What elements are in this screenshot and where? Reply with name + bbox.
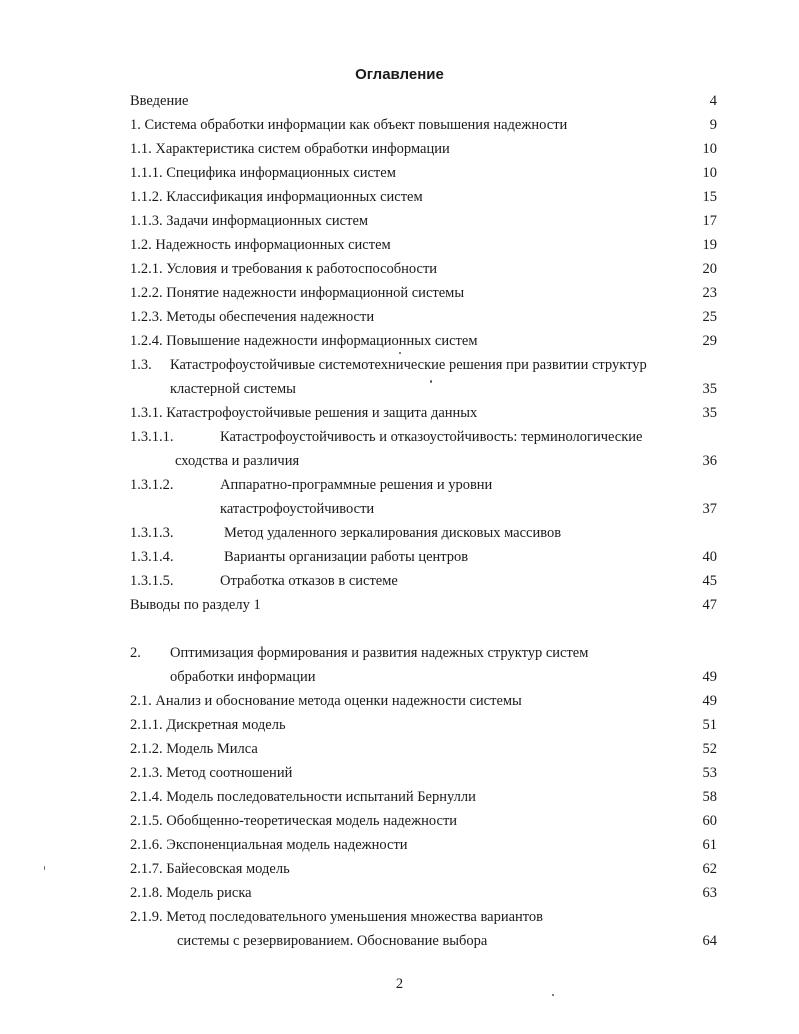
page-number: 2	[395, 976, 404, 992]
toc-entry[interactable]: 1.1.3. Задачи информационных систем	[130, 213, 369, 229]
toc-page: 10	[702, 141, 717, 157]
toc-page: 17	[702, 213, 717, 229]
toc-entry-continuation[interactable]: катастрофоустойчивости	[220, 501, 375, 517]
toc-page: 47	[702, 597, 717, 613]
scan-speck	[44, 866, 45, 870]
toc-entry[interactable]: 2.1.7. Байесовская модель	[130, 861, 290, 877]
toc-entry-number: 1.3.	[130, 357, 152, 373]
toc-entry[interactable]: 1.1. Характеристика систем обработки информации	[130, 141, 450, 157]
toc-entry-continuation[interactable]: сходства и различия	[175, 453, 300, 469]
toc-entry[interactable]: Метод удаленного зеркалирования дисковых массивов	[224, 525, 562, 541]
toc-entry[interactable]: 1.2. Надежность информационных систем	[130, 237, 391, 253]
toc-title: Оглавление	[355, 66, 444, 83]
toc-page: 4	[709, 93, 717, 109]
toc-page: 49	[702, 669, 717, 685]
toc-page: 53	[702, 765, 717, 781]
scan-speck	[399, 352, 401, 354]
toc-page: 10	[702, 165, 717, 181]
toc-page: 25	[702, 309, 717, 325]
toc-entry[interactable]: 2.1.4. Модель последовательности испытаний Бернулли	[130, 789, 476, 805]
toc-page: 60	[702, 813, 717, 829]
toc-entry[interactable]: 2.1.3. Метод соотношений	[130, 765, 293, 781]
toc-page: 9	[709, 117, 717, 133]
toc-entry-number: 1.3.1.5.	[130, 573, 174, 589]
toc-page: 64	[702, 933, 717, 949]
toc-entry[interactable]: Введение	[130, 93, 189, 109]
toc-entry[interactable]: 1.2.2. Понятие надежности информационной системы	[130, 285, 465, 301]
toc-entry[interactable]: 2.1.6. Экспоненциальная модель надежности	[130, 837, 408, 853]
toc-entry-number: 1.3.1.2.	[130, 477, 174, 493]
toc-entry[interactable]: 1.2.1. Условия и требования к работоспособности	[130, 261, 438, 277]
scan-speck	[430, 380, 432, 383]
toc-entry[interactable]: Катастрофоустойчивые системотехнические решения при развитии структур	[170, 357, 647, 373]
toc-entry-continuation[interactable]: кластерной системы	[170, 381, 296, 397]
toc-entry[interactable]: 2.1.8. Модель риска	[130, 885, 252, 901]
toc-page: 19	[702, 237, 717, 253]
toc-entry[interactable]: 2.1.5. Обобщенно-теоретическая модель надежности	[130, 813, 458, 829]
toc-entry-continuation[interactable]: системы с резервированием. Обоснование выбора	[177, 933, 488, 949]
toc-entry[interactable]: 1.2.4. Повышение надежности информационных систем	[130, 333, 478, 349]
toc-page: 45	[702, 573, 717, 589]
toc-page: 52	[702, 741, 717, 757]
toc-page: 61	[702, 837, 717, 853]
toc-entry[interactable]: 1.1.1. Специфика информационных систем	[130, 165, 396, 181]
toc-page: 15	[702, 189, 717, 205]
toc-entry-number: 2.	[130, 645, 141, 661]
toc-page: 36	[702, 453, 717, 469]
toc-entry[interactable]: 2.1.1. Дискретная модель	[130, 717, 286, 733]
toc-page: 49	[702, 693, 717, 709]
toc-page: 35	[702, 405, 717, 421]
toc-page: 58	[702, 789, 717, 805]
toc-page: 29	[702, 333, 717, 349]
toc-entry[interactable]: 1.1.2. Классификация информационных систем	[130, 189, 423, 205]
toc-entry[interactable]: Катастрофоустойчивость и отказоустойчивость: терминологические	[220, 429, 643, 445]
toc-page: 20	[702, 261, 717, 277]
toc-entry-number: 1.3.1.3.	[130, 525, 174, 541]
toc-page: 51	[702, 717, 717, 733]
toc-page: 62	[702, 861, 717, 877]
toc-page: 35	[702, 381, 717, 397]
scan-speck	[552, 994, 554, 996]
toc-entry[interactable]: 1.3.1. Катастрофоустойчивые решения и защита данных	[130, 405, 478, 421]
toc-entry[interactable]: 2.1.2. Модель Милса	[130, 741, 258, 757]
toc-entry-number: 1.3.1.1.	[130, 429, 174, 445]
toc-page: 40	[702, 549, 717, 565]
toc-entry[interactable]: Отработка отказов в системе	[220, 573, 398, 589]
toc-entry[interactable]: 1. Система обработки информации как объект повышения надежности	[130, 117, 568, 133]
toc-entry[interactable]: 2.1.9. Метод последовательного уменьшения множества вариантов	[130, 909, 544, 925]
toc-entry[interactable]: Аппаратно-программные решения и уровни	[220, 477, 493, 493]
toc-page: 23	[702, 285, 717, 301]
toc-entry[interactable]: Выводы по разделу 1	[130, 597, 261, 613]
toc-entry-continuation[interactable]: обработки информации	[170, 669, 316, 685]
toc-page: 37	[702, 501, 717, 517]
toc-page: 63	[702, 885, 717, 901]
toc-entry-number: 1.3.1.4.	[130, 549, 174, 565]
toc-entry[interactable]: Варианты организации работы центров	[224, 549, 469, 565]
toc-entry[interactable]: Оптимизация формирования и развития надежных структур систем	[170, 645, 589, 661]
toc-entry[interactable]: 2.1. Анализ и обоснование метода оценки надежности системы	[130, 693, 522, 709]
toc-entry[interactable]: 1.2.3. Методы обеспечения надежности	[130, 309, 375, 325]
